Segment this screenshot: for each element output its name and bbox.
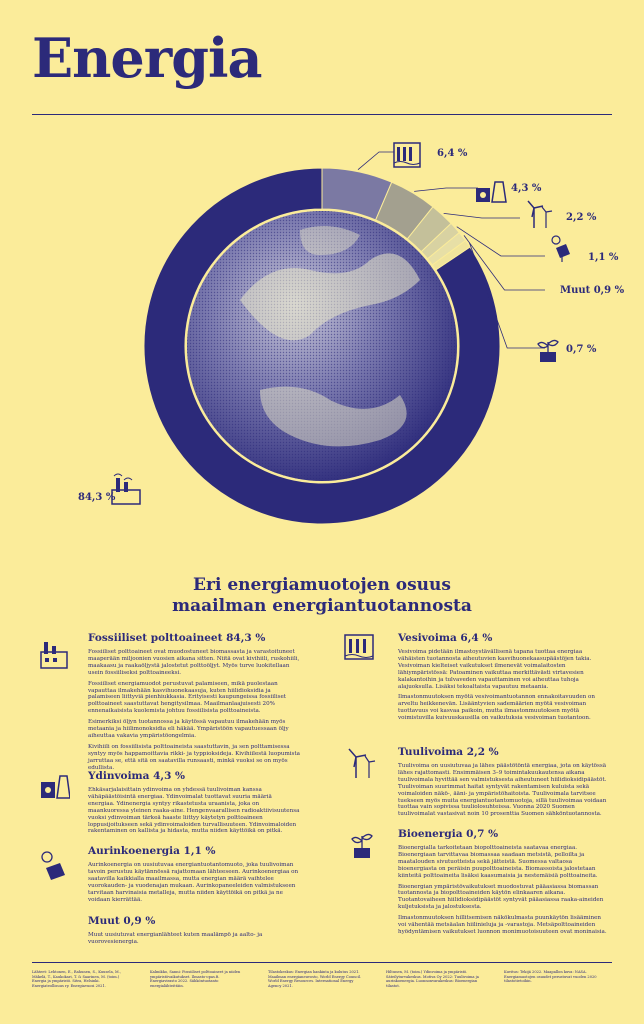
solar-panel-icon — [552, 236, 570, 262]
subtitle-line-1: Eri energiamuotojen osuus — [193, 575, 451, 595]
section-fossil-text: Esimerkiksi öljyn tuotannossa ja käytössä vapautuu ilmakehään myös metaania ja hiilimonoksidia eli häkää. Ympäristöön vapautuessaan öljy aiheuttaa vakavia ympäristöongelmia. — [88, 719, 289, 739]
subtitle-line-2: maailman energiantuotannosta — [172, 596, 472, 616]
section-bio-heading: Bioenergia 0,7 % — [398, 828, 499, 840]
wind-turbine-icon — [346, 748, 376, 780]
factory-icon — [40, 640, 68, 670]
pct-label-fossil: 84,3 % — [78, 492, 116, 503]
section-nuclear-heading: Ydinvoima 4,3 % — [88, 770, 186, 782]
section-solar-text: Aurinkoenergia on uusiutuvaa energiantuotantomuoto, joka tuulivoiman tavoin perustuu käytännössä rajattomaan lähteeseen. Aurinkoenergiaa on saatavilla kaikkialla maailmassa, mutta energian määrä vaihtelee vuorokauden- ja vuodenajan mukaan. Aurinkopaneeleiden valmistukseen tarvitaan harvinaisia metalleja, mutta niiden käyttöikä on pitkä ja ne voidaan kierrättää. — [88, 862, 299, 903]
chart-subtitle — [0, 575, 644, 617]
section-wind-heading: Tuulivoima 2,2 % — [398, 746, 499, 758]
nuclear-plant-icon — [476, 182, 506, 202]
section-wind — [398, 746, 610, 822]
section-hydro-text: Vesivoima pidetään ilmastoystävällisenä tapana tuottaa energiaa vähäisten tuotannosta aiheutuvien kasvihuonekaasupäästöjen takia. Vesivoiman kielteiset vaikutukset ilmenevät voimalaitosten lähiympäristössä: Patoaminen vaikuttaa merkittävästi virtavesien kalakantoihin ja tulvaveden vapauttaminen voi aiheuttaa tuhoja alajuoksulla. Lisäksi tekoaltaista vapautuu metaania. — [398, 649, 592, 690]
pct-label-hydro: 6,4 % — [437, 148, 468, 159]
section-hydro-heading: Vesivoima 6,4 % — [398, 632, 493, 644]
page-title: Energia — [32, 26, 262, 90]
section-nuclear — [88, 770, 300, 839]
plant-icon — [346, 830, 378, 860]
section-hydro — [398, 632, 610, 726]
footer-sources: Hiltunen, M. (toim.) Ydinvoima ja ympäristö. Säteilyturvakeskus. Motiva Oy 2022: Tuulivoima ja aurinkoenergia. Luonnonvarakeskus: Bioenergian tilastot. — [386, 970, 479, 988]
plant-icon — [538, 340, 558, 362]
footer-sources: Tilastokeskus: Energian hankinta ja kulutus 2021. Maailman energianeuvosto, World Energy Council. World Energy Resources. International Energy Agency 2021. — [268, 970, 362, 988]
section-wind-text: Tuulivoima on uusiutuvaa ja lähes päästötöntä energiaa, jota on käytössä lähes rajattomasti. Ensimmäisen 3–9 toimintakuukautensa aikana tuulivoimala hyvittää sen valmistuksesta aiheutuneet hiilidioksidipäästöt. Tuulivoiman suurimmat haitat syntyvät rakentamisen kuluista sekä voimaloiden näkö-, ääni- ja ympäristöhaitoista. Tuulivoimala tarvitsee tuekseen myös muita energiantuotantomuotoja, sillä tuulivoimaa voidaan tuottaa vain sopivissa tuuliolosuhteissa. Vuonna 2020 Suomen tuulivoimalat vastasivat noin 10 prosenttia Suomen sähköntuotannosta. — [398, 763, 607, 818]
dam-icon — [394, 143, 420, 167]
section-bio-text: Bioenergian ympäristövaikutukset muodostuvat pääasiassa biomassan tuotannosta ja biopolttoaineiden käytön elinkaaren aikana. Tuotantovaiheen hiilidioksidipäästöt syntyvät pääasiassa raaka-aineiden kuljetuksista ja jalostuksesta. — [398, 883, 604, 911]
section-fossil — [88, 632, 300, 776]
section-fossil-text: Kivihiili on fossiilisista polttoaineista saastuttavin, ja sen polttamisessa syntyy myös happamoittavia rikki- ja typpioksideja. Kivihiilestä luopumista jarruttaa se, että sitä on saatavilla runsaasti, minkä vuoksi se on myös edullista. — [88, 743, 301, 771]
footer-sources: Kalmikko, Sanni: Fossiiliset polttoaineet ja niiden ympäristövaikutukset. Ilmasto-opas.fi. Energiavirasto 2022. Sähköntuotanto energialähteittäin. — [150, 970, 241, 988]
pct-label-other: Muut 0,9 % — [560, 285, 625, 296]
earth-image — [187, 211, 457, 481]
section-fossil-text: Fossiiliset polttoaineet ovat muodostuneet biomassasta ja varastoituneet maaperään miljoonien vuosien aikana sitten. Niitä ovat kivihiili, ruskohiili, maakaasu ja raakaöljystä jalostetut polttoöljyt. Myös turve luokitellaan usein fossiiliseksi polttoaineeksi. — [88, 649, 300, 676]
section-nuclear-text: Ehkäsarjalaisittain ydinvoima on yhdessä tuulivoiman kanssa vähäpäästöisintä energiaa. Ydinvoimalat tuottavat suuria määriä energiaa. Ydinenergia syntyy rikastetusta uraanista, joka on maankuoressa yleinen raaka-aine. Hengenvaarallisen radioaktiivisuutensa vuoksi ydinvoiman tärkeä haaste liittyy käytetyn polttoaineen loppusijoitukseen sekä ydinvoimaloiden turvallisuuteen. Ydinvoimaloiden rakentaminen on kallista ja hidasta, mutta niiden käyttöikä on pitkä. — [88, 787, 300, 835]
section-solar — [88, 845, 300, 907]
dam-icon — [344, 634, 374, 662]
footer-credits: Kuvitus: Tekijä 2022. Maapallon kuva: NASA. Energiamuotojen osuudet perustuvat vuoden 2020 tilastotietoihin. — [504, 970, 597, 984]
leader-line — [414, 188, 478, 191]
footer-sources: Lähteet: Lehtonen, E., Rahunen, S., Kuusela, M., Mäkelä, T., Kaukokari, T. & Saarinen, M. (toim.) Energia ja ympäristö. Sitra, Helsinki. Energiateollisuus ry. Energiavuosi 2021. — [32, 970, 121, 988]
section-bio-text: Bioenergialla tarkoitetaan biopolttoaineista saatavaa energiaa. Bioenergiaan tarvittavaa biomassaa saadaan metsistä, pelloilta ja maatalouden sivutuotteista sekä jätteistä. Suomessa valtaosa bioenergiasta on peräisin puupolttoaineista. Biomassoista jalostetaan kiinteitä polttoaineita lisäksi kaasumaisia ja nestemäisiä polttoaineita. — [398, 845, 598, 879]
section-other-text: Muut uusiutuvat energianlähteet kuten maalämpö ja aalto- ja vuorovesienergia. — [88, 932, 263, 945]
solar-panel-icon — [40, 850, 70, 880]
section-bio — [398, 828, 610, 940]
section-hydro-text: Ilmastonmuutoksen myötä vesivoimantuotannon ennakoitavuuden on arveltu heikkenevän. Lisääntyvien sademäärien myötä vesivoiman tuottavuus voi kasvaa paikoin, mutta ilmastonmuutoksen myötä voimistuvilla kuivuuskausilla on vaikutuksia vesivoiman tuotantoon. — [398, 694, 596, 722]
factory-icon — [112, 474, 140, 504]
section-other-heading: Muut 0,9 % — [88, 915, 156, 927]
section-fossil-text: Fossiiliset energiamuodot perustuvat palamiseen, mikä puolestaan vapauttaa ilmakehään kasvihuonekaasuja, kuten hiilidioksidia ja palamiseen liittyviä pienhiukkasia. Erityisesti kaupungeissa fossiiliset polttoaineet saastuttavat hengitysilmaa. Maailmanlaajuisesti 20% ennenaikaisista kuolemista johtuu fossiilisista polttoaineista. — [88, 680, 287, 715]
pct-label-nuclear: 4,3 % — [511, 183, 542, 194]
pct-label-wind: 2,2 % — [566, 212, 597, 223]
section-bio-text: Ilmastonmuutoksen hillitsemisen näkökulmasta puunkäytön lisääminen voi vähentää metsäalan hiilinieluja ja -varastoja. Metsäpolttoaineiden hyödyntämisen vaikutukset luonnon monimuotoisuuteen ovat moninaisia. — [398, 915, 607, 935]
section-other — [88, 915, 300, 950]
section-fossil-heading: Fossiiliset polttoaineet 84,3 % — [88, 632, 266, 644]
leader-line — [444, 213, 520, 218]
wind-turbine-icon — [528, 201, 552, 228]
pct-label-bio: 0,7 % — [566, 344, 597, 355]
bottom-divider — [32, 962, 612, 963]
nuclear-plant-icon — [40, 772, 70, 800]
section-solar-heading: Aurinkoenergia 1,1 % — [88, 845, 216, 857]
pct-label-solar: 1,1 % — [588, 252, 619, 263]
